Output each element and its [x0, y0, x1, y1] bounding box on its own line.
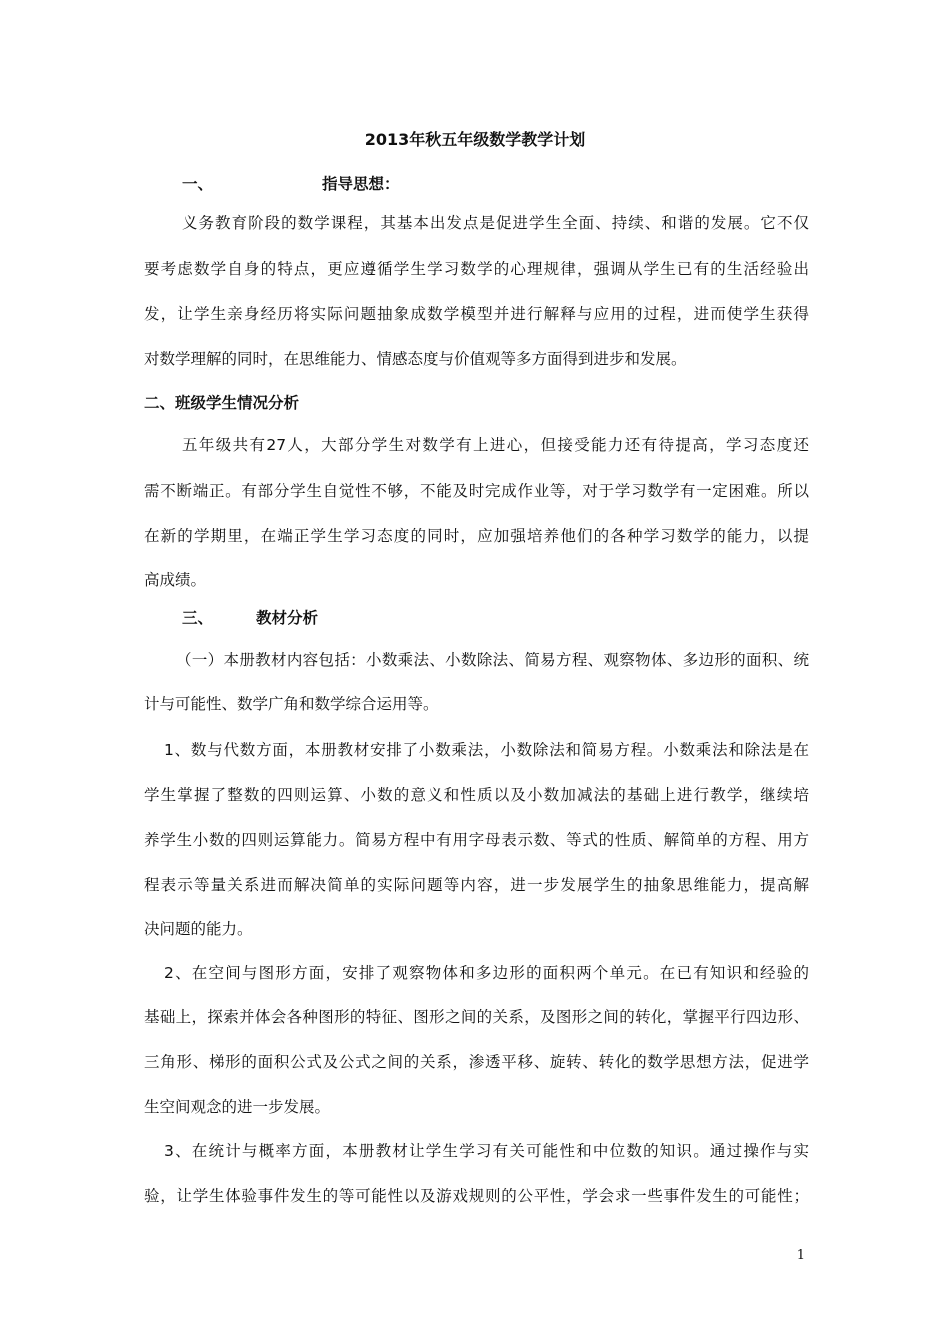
paragraph-line: 基础上，探索并体会各种图形的特征、图形之间的关系，及图形之间的转化，掌握平行四边形、	[144, 1008, 809, 1026]
paragraph-line: 三角形、梯形的面积公式及公式之间的关系，渗透平移、旋转、转化的数学思想方法，促进学	[144, 1053, 809, 1071]
paragraph-line: 要考虑数学自身的特点，更应遵循学生学习数学的心理规律，强调从学生已有的生活经验出	[144, 260, 809, 278]
paragraph-line: （一）本册教材内容包括：小数乘法、小数除法、简易方程、观察物体、多边形的面积、统	[176, 651, 809, 669]
paragraph-line: 程表示等量关系进而解决简单的实际问题等内容，进一步发展学生的抽象思维能力，提高解	[144, 876, 809, 894]
paragraph-line: 义务教育阶段的数学课程，其基本出发点是促进学生全面、持续、和谐的发展。它不仅	[182, 214, 809, 232]
paragraph-line: 2、在空间与图形方面，安排了观察物体和多边形的面积两个单元。在已有知识和经验的	[164, 964, 809, 982]
paragraph-line: 高成绩。	[144, 571, 207, 589]
paragraph-line: 验，让学生体验事件发生的等可能性以及游戏规则的公平性，学会求一些事件发生的可能性；	[144, 1187, 809, 1205]
paragraph-line: 需不断端正。有部分学生自觉性不够，不能及时完成作业等，对于学习数学有一定困难。所以	[144, 482, 809, 500]
section-1-heading: 指导思想：	[322, 175, 400, 193]
paragraph-line: 养学生小数的四则运算能力。简易方程中有用字母表示数、等式的性质、解简单的方程、用方	[144, 831, 809, 849]
paragraph-line: 五年级共有27人，大部分学生对数学有上进心，但接受能力还有待提高，学习态度还	[182, 436, 809, 454]
section-3-heading: 教材分析	[256, 609, 319, 627]
paragraph-line: 发，让学生亲身经历将实际问题抽象成数学模型并进行解释与应用的过程，进而使学生获得	[144, 305, 809, 323]
paragraph-line: 决问题的能力。	[144, 920, 253, 938]
section-3-number: 三、	[182, 609, 214, 627]
paragraph-line: 对数学理解的同时，在思维能力、情感态度与价值观等多方面得到进步和发展。	[144, 350, 687, 368]
paragraph-line: 在新的学期里，在端正学生学习态度的同时，应加强培养他们的各种学习数学的能力，以提	[144, 527, 809, 545]
page-number: 1	[796, 1248, 805, 1263]
document-title: 2013年秋五年级数学教学计划	[364, 130, 586, 149]
paragraph-line: 1、数与代数方面，本册教材安排了小数乘法，小数除法和简易方程。小数乘法和除法是在	[164, 741, 809, 759]
section-1-number: 一、	[182, 175, 214, 193]
paragraph-line: 计与可能性、数学广角和数学综合运用等。	[144, 695, 439, 713]
section-2-heading: 二、班级学生情况分析	[144, 394, 300, 412]
paragraph-line: 生空间观念的进一步发展。	[144, 1098, 331, 1116]
paragraph-line: 3、在统计与概率方面，本册教材让学生学习有关可能性和中位数的知识。通过操作与实	[164, 1142, 809, 1160]
paragraph-line: 学生掌握了整数的四则运算、小数的意义和性质以及小数加减法的基础上进行教学，继续培	[144, 786, 809, 804]
